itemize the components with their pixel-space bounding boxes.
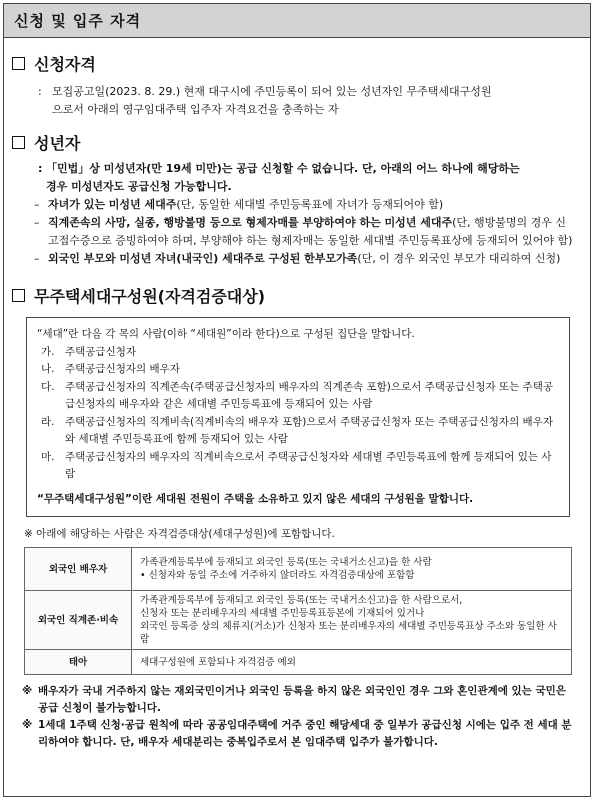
eligibility-title: 신청자격	[34, 55, 96, 74]
footnotes	[22, 683, 574, 751]
page	[3, 3, 591, 797]
definition-item: 가. 주택공급신청자	[41, 345, 137, 358]
definition-intro: “세대”란 다음 각 목의 사람(이하 “세대원”이라 한다)으로 구성된 집단을 말합니다.	[37, 328, 415, 340]
header-title: 신청 및 입주 자격	[14, 12, 142, 30]
eligibility-text: : 모집공고일(2023. 8. 29.) 현재 대구시에 주민등록이 되어 있는 성년자인 무주택세대구성원 으로서 아래의 영구임대주택 입주자 자격요건을 충족하는 자	[38, 85, 492, 116]
household-title: 무주택세대구성원(자격검증대상)	[34, 287, 266, 306]
definition-item: 라. 주택공급신청자의 직계비속(직계비속의 배우자 포함)으로서 주택공급신청자 또는 주택공급신청자의 배우자와 세대별 주민등록표에 함께 등재되어 있는 사람	[41, 415, 553, 445]
adult-item: – 자녀가 있는 미성년 세대주(단, 동일한 세대별 주민등록표에 자녀가 등재되어야 함)	[34, 198, 444, 211]
definition-item: 나. 주택공급신청자의 배우자	[41, 363, 180, 375]
adult-intro: : 「민법」상 미성년자(만 19세 미만)는 공급 신청할 수 없습니다. 단, 아래의 어느 하나에 해당하는 경우 미성년자도 공급신청 가능합니다.	[38, 162, 520, 193]
footnote: ※ 배우자가 국내 거주하지 않는 재외국민이거나 외국인 등록을 하지 않은 외국인인 경우 그와 혼인관계에 있는 국민은 공급 신청이 불가능합니다.	[22, 685, 566, 714]
table-row: 외국인 직계존·비속 가족관계등록부에 등재되고 외국인 등록(또는 국내거소신고)을 한 사람으로서, 신청자 또는 분리배우자의 세대별 주민등록표등본에 기재되어 있거나 외국인 등록증 상의 체류지(거소)가 신청자 또는 분리배우자의 세대별 주민등록표상 주소와 동일한 사람	[25, 591, 572, 650]
definition-item: 마. 주택공급신청자의 배우자의 직계비속으로서 주택공급신청자와 세대별 주민등록표에 함께 등재되어 있는 사람	[41, 450, 552, 480]
checkbox-square-icon	[12, 57, 25, 70]
checkbox-square-icon	[12, 289, 25, 302]
adult-item: – 외국인 부모와 미성년 자녀(내국인) 세대주로 구성된 한부모가족(단, 이 경우 외국인 부모가 대리하여 신청)	[34, 252, 561, 265]
table-row: 태아 세대구성원에 포함되나 자격검증 예외	[25, 650, 572, 675]
definition-conclusion: “무주택세대구성원”이란 세대원 전원이 주택을 소유하고 있지 않은 세대의 구성원을 말합니다.	[37, 492, 474, 505]
section-household	[12, 284, 590, 307]
definition-item: 다. 주택공급신청자의 직계존속(주택공급신청자의 배우자의 직계존속 포함)으로서 주택공급신청자 또는 주택공급신청자의 배우자와 같은 세대별 주민등록표에 등재되어 있는 사람	[41, 380, 553, 410]
section-eligibility	[12, 52, 590, 75]
adult-item: – 직계존속의 사망, 실종, 행방불명 등으로 형제자매를 부양하여야 하는 미성년 세대주(단, 행방불명의 경우 신고접수증으로 증빙하여야 하며, 부양해야 하는 형제자매는 동일한 세대별 주민등록표상에 등재되어 있어야 함)	[34, 216, 573, 247]
foreign-member-table	[24, 547, 572, 675]
section-adult	[12, 131, 590, 154]
adult-title: 성년자	[34, 134, 81, 153]
table-note: ※ 아래에 해당하는 사람은 자격검증대상(세대구성원)에 포함합니다.	[24, 528, 335, 540]
checkbox-square-icon	[12, 136, 25, 149]
table-row: 외국인 배우자 가족관계등록부에 등재되고 외국인 등록(또는 국내거소신고)을 한 사람 • 신청자와 동일 주소에 거주하지 않더라도 자격검증대상에 포함함	[25, 548, 572, 591]
household-definition-box	[26, 317, 570, 517]
footnote: ※ 1세대 1주택 신청·공급 원칙에 따라 공공임대주택에 거주 중인 해당세대 중 일부가 공급신청 시에는 입주 전 세대 분리하여야 합니다. 단, 배우자 세대분리는 중복입주로서 본 임대주택 입주가 불가합니다.	[22, 719, 572, 748]
section-header	[4, 4, 590, 38]
